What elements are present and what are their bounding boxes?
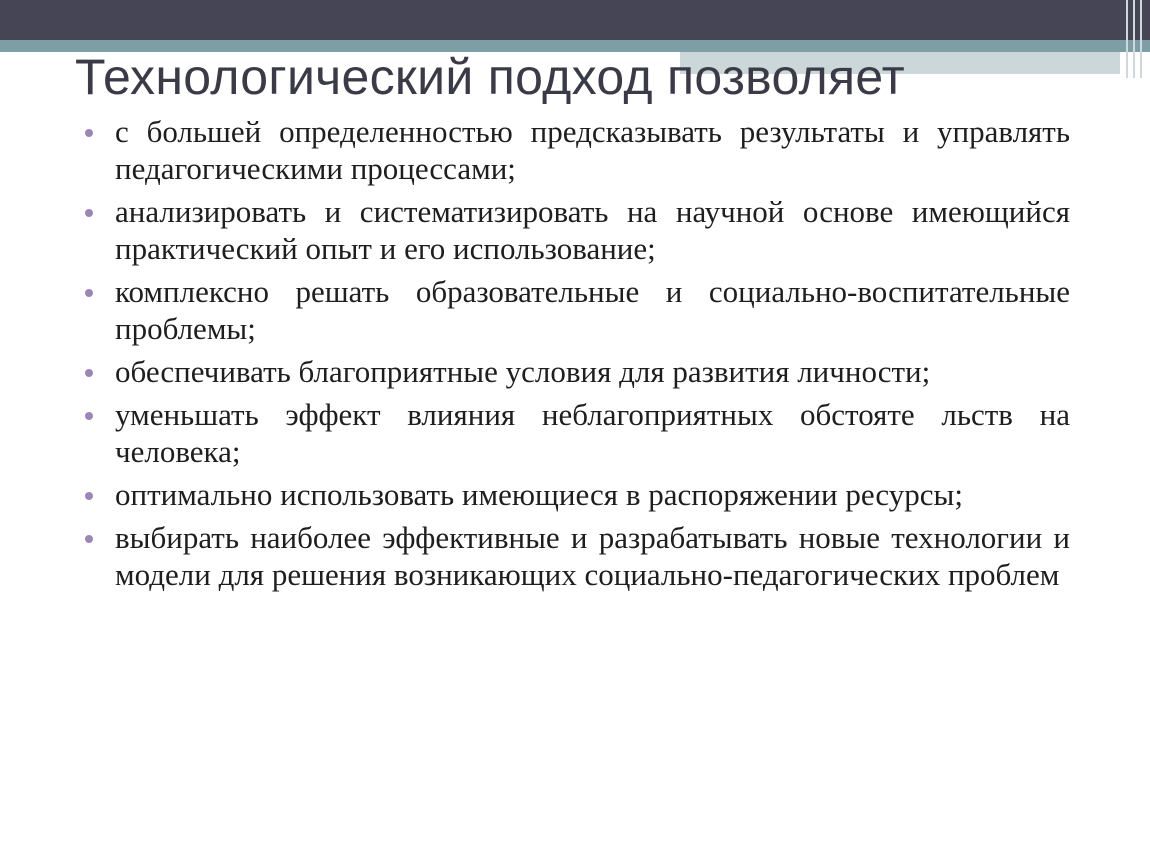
bullet-text: комплексно решать образовательные и социально-воспитательные проблемы; — [115, 274, 1070, 346]
bullet-icon — [85, 492, 93, 500]
bullet-text: оптимально использовать имеющиеся в распоряжении ресурсы; — [115, 477, 963, 512]
list-item — [85, 193, 1070, 267]
bullet-icon — [85, 289, 93, 297]
bullet-icon — [85, 535, 93, 543]
list-item — [85, 396, 1070, 470]
list-item — [85, 353, 1070, 390]
list-item — [85, 476, 1070, 513]
list-item — [85, 113, 1070, 187]
header-band — [0, 0, 1150, 40]
bullet-icon — [85, 369, 93, 377]
slide-title: Технологический подход позволяет — [75, 49, 905, 105]
corner-decoration — [1124, 0, 1146, 78]
bullet-text: выбирать наиболее эффективные и разрабатывать новые технологии и модели для решения возникающих социально-педагогических проблем — [115, 520, 1070, 592]
bullet-text: уменьшать эффект влияния неблагоприятных обстояте льств на человека; — [115, 397, 1070, 469]
bullet-icon — [85, 129, 93, 137]
list-item — [85, 519, 1070, 593]
bullet-text: с большей определенностью предсказывать результаты и управлять педагогическими процессами; — [115, 114, 1070, 186]
list-item — [85, 273, 1070, 347]
bullet-icon — [85, 209, 93, 217]
bullet-text: обеспечивать благоприятные условия для развития личности; — [115, 354, 931, 389]
bullet-list — [85, 113, 1070, 599]
bullet-text: анализировать и систематизировать на научной основе имеющийся практический опыт и его использование; — [115, 194, 1070, 266]
bullet-icon — [85, 412, 93, 420]
